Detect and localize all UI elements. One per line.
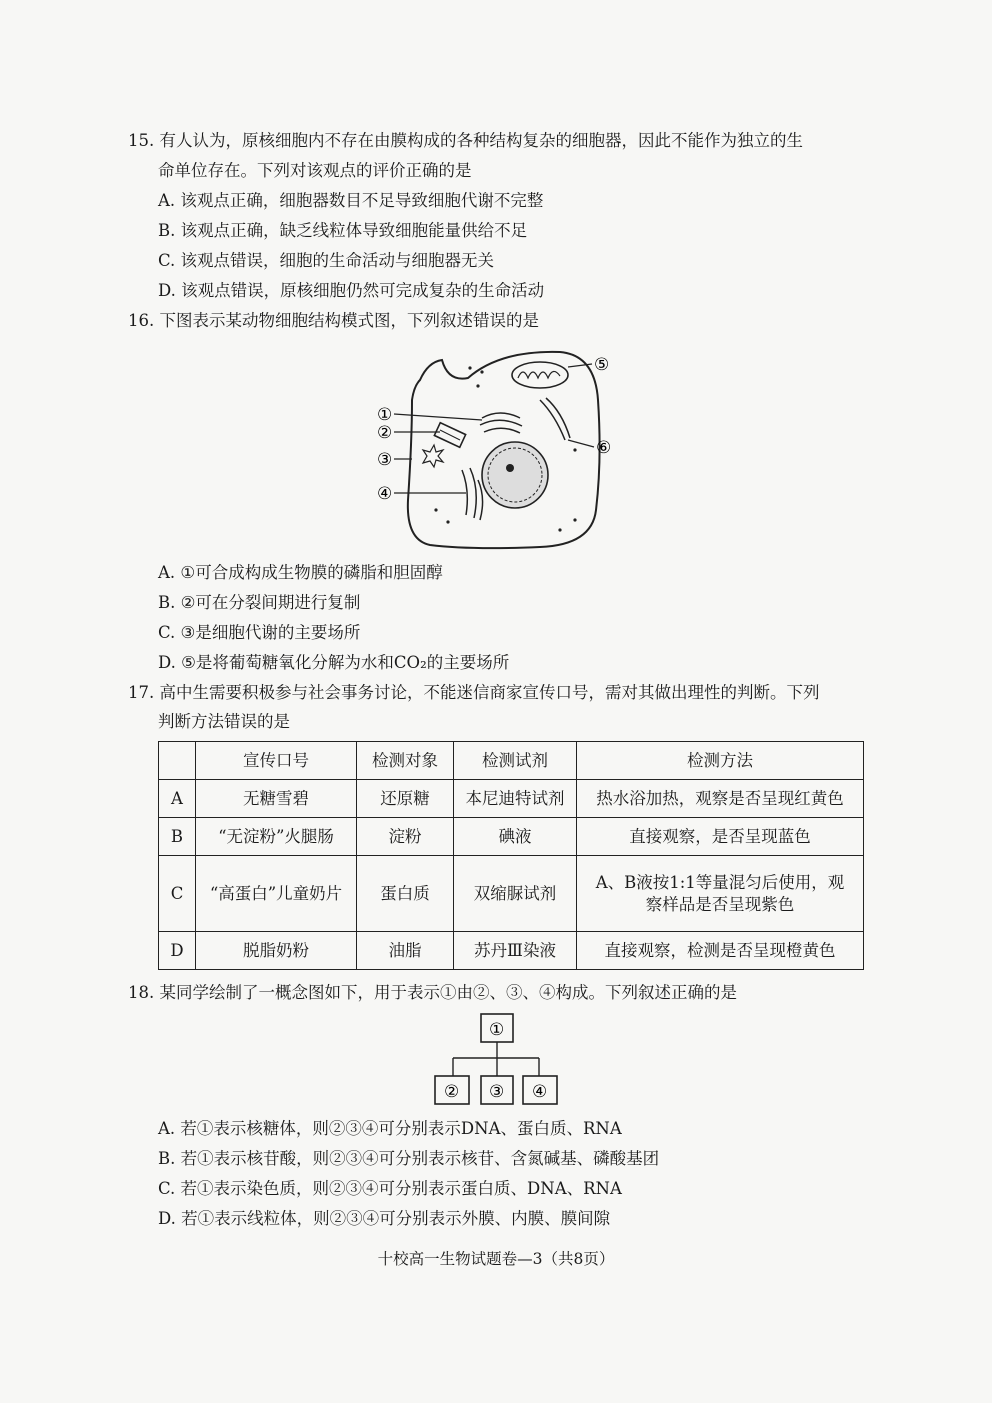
q17-stem-line1: 17. 高中生需要积极参与社会事务讨论，不能迷信商家宣传口号，需对其做出理性的判断。下列 — [128, 683, 820, 702]
concept-box-3: ③ — [489, 1082, 505, 1102]
table-cell: 蛋白质 — [357, 856, 454, 932]
table-cell: 双缩脲试剂 — [454, 856, 577, 932]
q18-option-a: A. 若①表示核糖体，则②③④可分别表示DNA、蛋白质、RNA — [158, 1119, 622, 1138]
table-cell: 还原糖 — [357, 780, 454, 818]
animal-cell-diagram — [370, 340, 630, 560]
table-header-cell: 检测对象 — [357, 742, 454, 780]
table-cell: 直接观察，检测是否呈现橙黄色 — [577, 932, 864, 970]
table-row — [159, 780, 864, 818]
q15-option-c: C. 该观点错误，细胞的生命活动与细胞器无关 — [158, 251, 495, 270]
q16-option-a: A. ①可合成构成生物膜的磷脂和胆固醇 — [158, 563, 443, 582]
table-row — [159, 856, 864, 932]
q18-option-c: C. 若①表示染色质，则②③④可分别表示蛋白质、DNA、RNA — [158, 1179, 622, 1198]
q16-option-b: B. ②可在分裂间期进行复制 — [158, 593, 361, 612]
table-cell — [577, 856, 864, 932]
table-cell: 热水浴加热，观察是否呈现红黄色 — [577, 780, 864, 818]
table-cell: 淀粉 — [357, 818, 454, 856]
cell-label-5: ⑤ — [594, 355, 610, 375]
page-footer: 十校高一生物试题卷—3（共8页） — [377, 1250, 615, 1268]
table-row — [159, 932, 864, 970]
concept-box-2: ② — [444, 1082, 460, 1102]
table-cell: B — [159, 818, 196, 856]
cell-label-3: ③ — [377, 450, 393, 470]
q15-option-d: D. 该观点错误，原核细胞仍然可完成复杂的生命活动 — [158, 281, 545, 300]
q18-option-d: D. 若①表示线粒体，则②③④可分别表示外膜、内膜、膜间隙 — [158, 1209, 611, 1228]
q15-option-b: B. 该观点正确，缺乏线粒体导致细胞能量供给不足 — [158, 221, 528, 240]
q15-option-a: A. 该观点正确，细胞器数目不足导致细胞代谢不完整 — [158, 191, 544, 210]
q18-stem: 18. 某同学绘制了一概念图如下，用于表示①由②、③、④构成。下列叙述正确的是 — [128, 983, 737, 1002]
table-header-cell: 检测方法 — [577, 742, 864, 780]
table-cell-line: 察样品是否呈现紫色 — [645, 894, 795, 914]
q18-option-b: B. 若①表示核苷酸，则②③④可分别表示核苷、含氮碱基、磷酸基团 — [158, 1149, 660, 1168]
concept-map — [428, 1010, 564, 1110]
q17-stem-line2: 判断方法错误的是 — [158, 712, 290, 731]
q16-option-c: C. ③是细胞代谢的主要场所 — [158, 623, 361, 642]
table-cell: 无糖雪碧 — [196, 780, 357, 818]
table-cell: 脱脂奶粉 — [196, 932, 357, 970]
concept-box-1: ① — [489, 1020, 505, 1040]
table-cell: 苏丹Ⅲ染液 — [454, 932, 577, 970]
table-cell: D — [159, 932, 196, 970]
q16-option-d: D. ⑤是将葡萄糖氧化分解为水和CO₂的主要场所 — [158, 653, 510, 672]
detection-table — [158, 741, 864, 970]
cell-label-4: ④ — [377, 484, 393, 504]
table-cell: “无淀粉”火腿肠 — [196, 818, 357, 856]
table-cell: C — [159, 856, 196, 932]
table-header-row — [159, 742, 864, 780]
cell-label-6: ⑥ — [596, 438, 612, 458]
table-cell: 油脂 — [357, 932, 454, 970]
table-header-cell — [159, 742, 196, 780]
table-cell: “高蛋白”儿童奶片 — [196, 856, 357, 932]
q15-stem-line2: 命单位存在。下列对该观点的评价正确的是 — [158, 161, 472, 180]
table-row — [159, 818, 864, 856]
table-header-cell: 检测试剂 — [454, 742, 577, 780]
table-cell: A — [159, 780, 196, 818]
q15-stem-line1: 15. 有人认为，原核细胞内不存在由膜构成的各种结构复杂的细胞器，因此不能作为独立的生 — [128, 131, 803, 150]
table-cell: 直接观察，是否呈现蓝色 — [577, 818, 864, 856]
cell-label-2: ② — [377, 423, 393, 443]
table-header-cell: 宣传口号 — [196, 742, 357, 780]
cell-label-1: ① — [377, 405, 393, 425]
concept-box-4: ④ — [532, 1082, 548, 1102]
table-cell: 本尼迪特试剂 — [454, 780, 577, 818]
q16-stem: 16. 下图表示某动物细胞结构模式图，下列叙述错误的是 — [128, 311, 539, 330]
table-cell-line: A、B液按1:1等量混匀后使用，观 — [595, 872, 845, 892]
table-cell: 碘液 — [454, 818, 577, 856]
